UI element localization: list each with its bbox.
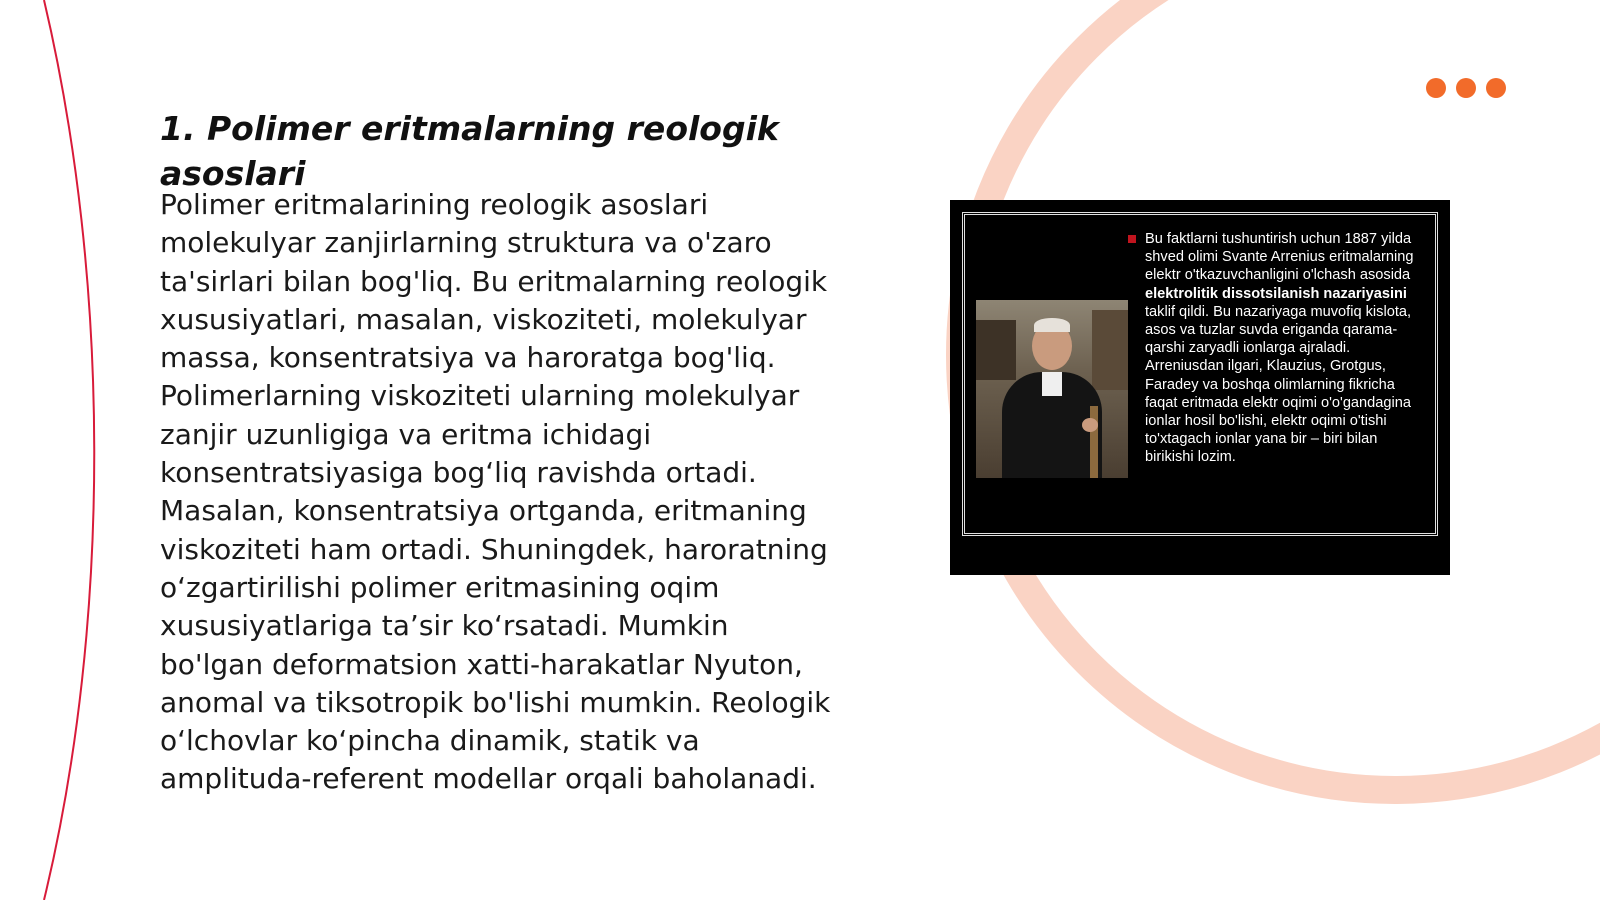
portrait-photo — [976, 300, 1128, 478]
image-caption-text — [1145, 230, 1430, 467]
dot-icon — [1486, 78, 1506, 98]
dot-icon — [1456, 78, 1476, 98]
image-text-after: taklif qildi. Bu nazariyaga muvofiq kislota, asos va tuzlar suvda eriganda qarama-qarshi zaryadli ionlarga ajraladi. Arreniusdan ilgari, Klauzius, Grotgus, Faradey va boshqa olimlarning fikricha faqat eritmada elektr oqimi o'o'gandagina ionlar hosil bo'lishi, elektr oqimi o'tishi to'xtagach ionlar yana bir – biri bilan birikishi lozim. — [1145, 303, 1412, 466]
slide-title: 1. Polimer eritmalarning reologik asoslari — [160, 109, 779, 193]
decorative-red-curve — [44, 0, 94, 900]
bullet-icon — [1128, 235, 1136, 243]
dot-icon — [1426, 78, 1446, 98]
image-text-before: Bu faktlarni tushuntirish uchun 1887 yilda shved olimi Svante Arrenius eritmalarning elektr o'tkazuvchanligini o'lchash asosida — [1145, 231, 1414, 284]
slide-body-text: Polimer eritmalarining reologik asoslari molekulyar zanjirlarning struktura va o'zaro ta'sirlari bilan bog'liq. Bu eritmalarning reologik xususiyatlari, masalan, viskoziteti, molekulyar massa, konsentratsiya va haroratga bog'liq. Polimerlarning viskoziteti ularning molekulyar zanjir uzunligiga va eritma ichidagi konsentratsiyasiga bog‘liq ravishda ortadi. Masalan, konsentratsiya ortganda, eritmaning viskoziteti ham ortadi. Shuningdek, haroratning o‘zgartirilishi polimer eritmasining oqim xususiyatlariga ta’sir ko‘rsatadi. Mumkin bo'lgan deformatsion xatti-harakatlar Nyuton, anomal va tiksotropik bo'lishi mumkin. Reologik o‘lchovlar ko‘pincha dinamik, statik va amplituda-referent modellar orqali baholanadi. — [160, 188, 831, 796]
decorative-dots — [1426, 78, 1506, 98]
embedded-slide-image — [950, 200, 1450, 575]
image-text-bold: elektrolitik dissotsilanish nazariyasini — [1145, 285, 1407, 302]
